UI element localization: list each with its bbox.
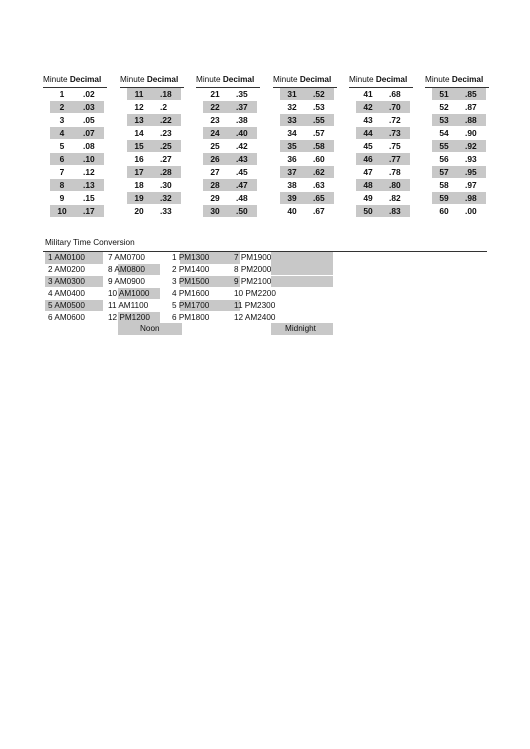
conversion-row [127, 166, 181, 178]
conversion-header-1 [43, 75, 107, 87]
conversion-row [356, 140, 410, 152]
decimal-value: .98 [465, 193, 477, 203]
conversion-row [50, 192, 104, 204]
military-row [45, 252, 345, 264]
minute-value: 13 [134, 115, 144, 125]
conversion-row [356, 127, 410, 139]
minute-value: 28 [210, 180, 220, 190]
military-row [45, 312, 345, 324]
military-time-entry: 6 PM1800 [172, 312, 210, 322]
decimal-value: .15 [83, 193, 95, 203]
decimal-value: .90 [465, 128, 477, 138]
minute-value: 37 [287, 167, 297, 177]
decimal-value: .27 [160, 154, 172, 164]
conversion-row [50, 205, 104, 217]
decimal-value: .52 [313, 89, 325, 99]
decimal-value: .95 [465, 167, 477, 177]
minute-value: 39 [287, 193, 297, 203]
decimal-value: .17 [83, 206, 95, 216]
minute-value: 35 [287, 141, 297, 151]
conversion-row [203, 88, 257, 100]
conversion-row [127, 101, 181, 113]
military-time-entry: 1 AM0100 [48, 253, 85, 262]
decimal-value: .12 [83, 167, 95, 177]
decimal-value: .13 [83, 180, 95, 190]
header-minute: Minute [349, 75, 374, 84]
minute-value: 11 [134, 89, 144, 99]
military-time-entry: 5 AM0500 [48, 300, 85, 310]
minute-value: 1 [59, 89, 65, 99]
minute-value: 24 [210, 128, 220, 138]
decimal-value: .18 [160, 89, 172, 99]
minute-value: 53 [439, 115, 449, 125]
minute-value: 54 [439, 128, 449, 138]
minute-value: 40 [287, 206, 297, 216]
conversion-header-5 [349, 75, 413, 87]
decimal-value: .58 [313, 141, 325, 151]
minute-value: 15 [134, 141, 144, 151]
decimal-value: .62 [313, 167, 325, 177]
military-time-entry: 12 AM2400 [234, 312, 276, 322]
decimal-value: .25 [160, 141, 172, 151]
minute-value: 23 [210, 115, 220, 125]
decimal-value: .83 [389, 206, 401, 216]
military-time-entry: 2 PM1400 [172, 264, 210, 274]
conversion-row [280, 153, 334, 165]
shade-band [271, 252, 333, 264]
midnight-label: Midnight [285, 324, 316, 334]
decimal-value: .70 [389, 102, 401, 112]
military-row [45, 276, 345, 288]
minute-value: 51 [439, 89, 449, 99]
decimal-value: .92 [465, 141, 477, 151]
military-time-entry: 10 AM1000 [108, 288, 150, 298]
minute-value: 32 [287, 102, 297, 112]
conversion-row [280, 166, 334, 178]
decimal-value: .2 [160, 102, 167, 112]
minute-value: 36 [287, 154, 297, 164]
conversion-row [50, 127, 104, 139]
decimal-value: .53 [313, 102, 325, 112]
military-time-entry: 9 PM2100 [234, 276, 272, 286]
military-time-entry: 9 AM0900 [108, 276, 145, 286]
minute-value: 2 [59, 102, 65, 112]
minute-value: 58 [439, 180, 449, 190]
conversion-row [432, 127, 486, 139]
minute-value: 7 [59, 167, 65, 177]
minute-value: 4 [59, 128, 65, 138]
military-time-entry: 12 PM1200 [108, 312, 150, 322]
decimal-value: .07 [83, 128, 95, 138]
minute-value: 50 [363, 206, 373, 216]
conversion-row [280, 205, 334, 217]
military-time-entry: 4 AM0400 [48, 288, 85, 298]
header-minute: Minute [425, 75, 450, 84]
conversion-row [432, 192, 486, 204]
minute-value: 25 [210, 141, 220, 151]
conversion-row [356, 192, 410, 204]
conversion-row [203, 140, 257, 152]
minute-value: 5 [59, 141, 65, 151]
decimal-value: .57 [313, 128, 325, 138]
military-time-entry: 10 PM2200 [234, 288, 276, 298]
decimal-value: .03 [83, 102, 95, 112]
military-time-entry: 3 PM1500 [172, 276, 210, 286]
conversion-row [356, 166, 410, 178]
minute-value: 16 [134, 154, 144, 164]
minute-value: 56 [439, 154, 449, 164]
decimal-value: .10 [83, 154, 95, 164]
minute-value: 17 [134, 167, 144, 177]
military-time-entry: 8 PM2000 [234, 264, 272, 274]
conversion-row [280, 88, 334, 100]
conversion-row [203, 192, 257, 204]
decimal-value: .33 [160, 206, 172, 216]
conversion-row [50, 101, 104, 113]
conversion-row [280, 179, 334, 191]
decimal-value: .48 [236, 193, 248, 203]
shade-band [271, 276, 333, 288]
conversion-row [356, 153, 410, 165]
minute-value: 20 [134, 206, 144, 216]
minute-value: 55 [439, 141, 449, 151]
minute-value: 14 [134, 128, 144, 138]
conversion-row [203, 153, 257, 165]
military-time-entry: 11 PM2300 [234, 300, 276, 310]
conversion-row [280, 192, 334, 204]
minute-value: 6 [59, 154, 65, 164]
conversion-row [50, 140, 104, 152]
header-minute: Minute [43, 75, 68, 84]
conversion-row [280, 101, 334, 113]
military-time-entry: 3 AM0300 [48, 276, 85, 286]
decimal-value: .67 [313, 206, 325, 216]
conversion-row [50, 114, 104, 126]
military-time-entry: 7 PM1900 [234, 253, 272, 262]
decimal-value: .02 [83, 89, 95, 99]
decimal-value: .22 [160, 115, 172, 125]
military-row [45, 300, 345, 312]
decimal-value: .30 [160, 180, 172, 190]
minute-value: 43 [363, 115, 373, 125]
header-minute: Minute [273, 75, 298, 84]
decimal-value: .93 [465, 154, 477, 164]
decimal-value: .23 [160, 128, 172, 138]
conversion-row [432, 166, 486, 178]
conversion-header-2 [120, 75, 184, 87]
minute-value: 48 [363, 180, 373, 190]
military-time-entry: 4 PM1600 [172, 288, 210, 298]
minute-value: 46 [363, 154, 373, 164]
minute-value: 12 [134, 102, 144, 112]
minute-value: 57 [439, 167, 449, 177]
conversion-row [203, 205, 257, 217]
military-time-entry: 2 AM0200 [48, 264, 85, 274]
decimal-value: .28 [160, 167, 172, 177]
conversion-row [127, 153, 181, 165]
decimal-value: .80 [389, 180, 401, 190]
minute-value: 42 [363, 102, 373, 112]
conversion-header-3 [196, 75, 260, 87]
conversion-row [280, 114, 334, 126]
decimal-value: .35 [236, 89, 248, 99]
minute-value: 41 [363, 89, 373, 99]
conversion-row [432, 140, 486, 152]
minute-value: 47 [363, 167, 373, 177]
decimal-value: .97 [465, 180, 477, 190]
decimal-value: .88 [465, 115, 477, 125]
decimal-value: .32 [160, 193, 172, 203]
decimal-value: .00 [465, 206, 477, 216]
conversion-row [127, 114, 181, 126]
military-row [45, 323, 345, 335]
decimal-value: .42 [236, 141, 248, 151]
header-decimal: Decimal [451, 75, 484, 84]
conversion-row [50, 153, 104, 165]
conversion-row [127, 192, 181, 204]
minute-value: 9 [59, 193, 65, 203]
decimal-value: .63 [313, 180, 325, 190]
decimal-value: .72 [389, 115, 401, 125]
conversion-row [127, 127, 181, 139]
decimal-value: .50 [236, 206, 248, 216]
header-decimal: Decimal [69, 75, 102, 84]
minute-value: 18 [134, 180, 144, 190]
conversion-row [127, 140, 181, 152]
conversion-row [50, 179, 104, 191]
conversion-row [356, 101, 410, 113]
decimal-value: .78 [389, 167, 401, 177]
minute-value: 30 [210, 206, 220, 216]
minute-value: 10 [57, 206, 67, 216]
decimal-value: .47 [236, 180, 248, 190]
conversion-row [50, 166, 104, 178]
conversion-row [356, 114, 410, 126]
military-time-title: Military Time Conversion [45, 238, 135, 247]
decimal-value: .08 [83, 141, 95, 151]
conversion-header-4 [273, 75, 337, 87]
conversion-row [356, 179, 410, 191]
decimal-value: .75 [389, 141, 401, 151]
military-time-entry: 7 AM0700 [108, 253, 145, 262]
minute-value: 31 [287, 89, 297, 99]
minute-value: 19 [134, 193, 144, 203]
military-row [45, 264, 345, 276]
conversion-row [280, 140, 334, 152]
decimal-value: .37 [236, 102, 248, 112]
decimal-value: .85 [465, 89, 477, 99]
military-row [45, 288, 345, 300]
military-time-entry: 1 PM1300 [172, 253, 210, 262]
conversion-header-6 [425, 75, 489, 87]
conversion-row [203, 179, 257, 191]
decimal-value: .73 [389, 128, 401, 138]
conversion-row [127, 88, 181, 100]
decimal-value: .55 [313, 115, 325, 125]
header-decimal: Decimal [222, 75, 255, 84]
minute-value: 26 [210, 154, 220, 164]
conversion-row [127, 205, 181, 217]
conversion-row [356, 205, 410, 217]
decimal-value: .45 [236, 167, 248, 177]
conversion-row [432, 114, 486, 126]
decimal-value: .43 [236, 154, 248, 164]
minute-value: 45 [363, 141, 373, 151]
decimal-value: .38 [236, 115, 248, 125]
conversion-row [203, 127, 257, 139]
header-minute: Minute [120, 75, 145, 84]
decimal-value: .40 [236, 128, 248, 138]
minute-value: 21 [210, 89, 220, 99]
conversion-row [203, 101, 257, 113]
minute-value: 3 [59, 115, 65, 125]
decimal-value: .87 [465, 102, 477, 112]
conversion-row [432, 101, 486, 113]
header-minute: Minute [196, 75, 221, 84]
conversion-row [432, 179, 486, 191]
conversion-row [280, 127, 334, 139]
minute-value: 60 [439, 206, 449, 216]
minute-value: 52 [439, 102, 449, 112]
military-time-entry: 6 AM0600 [48, 312, 85, 322]
conversion-row [127, 179, 181, 191]
shade-band [271, 264, 333, 276]
decimal-value: .68 [389, 89, 401, 99]
decimal-value: .77 [389, 154, 401, 164]
conversion-row [432, 153, 486, 165]
minute-value: 27 [210, 167, 220, 177]
conversion-row [432, 205, 486, 217]
minute-value: 29 [210, 193, 220, 203]
minute-value: 34 [287, 128, 297, 138]
military-time-entry: 8 AM0800 [108, 264, 145, 274]
header-decimal: Decimal [299, 75, 332, 84]
minute-value: 8 [59, 180, 65, 190]
header-decimal: Decimal [146, 75, 179, 84]
minute-value: 22 [210, 102, 220, 112]
conversion-row [50, 88, 104, 100]
military-time-entry: 11 AM1100 [108, 300, 149, 310]
decimal-value: .60 [313, 154, 325, 164]
conversion-row [432, 88, 486, 100]
conversion-row [203, 166, 257, 178]
minute-value: 44 [363, 128, 373, 138]
noon-label: Noon [140, 324, 160, 334]
decimal-value: .82 [389, 193, 401, 203]
decimal-value: .05 [83, 115, 95, 125]
decimal-value: .65 [313, 193, 325, 203]
military-time-entry: 5 PM1700 [172, 300, 210, 310]
minute-value: 33 [287, 115, 297, 125]
minute-value: 59 [439, 193, 449, 203]
header-decimal: Decimal [375, 75, 408, 84]
conversion-row [203, 114, 257, 126]
conversion-row [356, 88, 410, 100]
minute-value: 38 [287, 180, 297, 190]
minute-value: 49 [363, 193, 373, 203]
